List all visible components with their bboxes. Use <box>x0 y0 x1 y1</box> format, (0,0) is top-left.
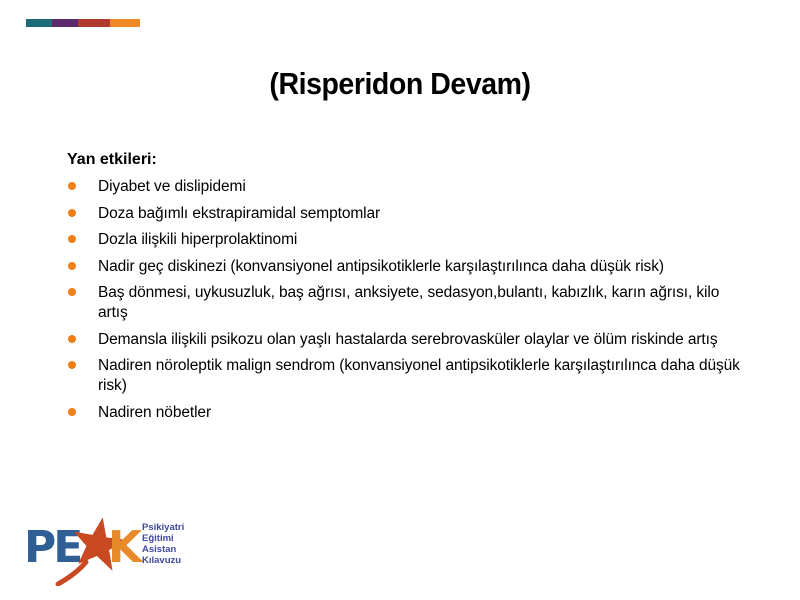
logo-letter-k: K <box>108 522 143 573</box>
logo-text-line-1: Psikiyatri <box>142 522 184 533</box>
color-bar-segment-purple <box>52 19 78 27</box>
bullet-item <box>67 403 747 423</box>
bullet-list <box>67 177 747 423</box>
logo-letters-pe: PE <box>24 522 81 573</box>
slide-title: (Risperidon Devam) <box>269 66 531 101</box>
bullet-text: Nadir geç diskinezi (konvansiyonel antipsikotiklerle karşılaştırılınca daha düşük risk) <box>98 257 664 275</box>
bullet-item <box>67 356 747 396</box>
slide-content <box>67 150 747 429</box>
bullet-item <box>67 283 747 323</box>
bullet-item <box>67 257 747 277</box>
peak-logo <box>24 514 184 586</box>
bullet-text: Baş dönmesi, uykusuzluk, baş ağrısı, anksiyete, sedasyon,bulantı, kabızlık, karın ağrısı, kilo artış <box>98 284 720 321</box>
bullet-dot-icon <box>68 335 76 343</box>
bullet-text: Demansla ilişkili psikozu olan yaşlı hastalarda serebrovasküler olaylar ve ölüm riskinde artış <box>98 330 718 348</box>
bullet-item <box>67 177 747 197</box>
bullet-dot-icon <box>68 209 76 217</box>
bullet-text: Nadiren nöbetler <box>98 403 212 421</box>
bullet-dot-icon <box>68 288 76 296</box>
bullet-dot-icon <box>68 235 76 243</box>
bullet-item <box>67 230 747 250</box>
bullet-text: Dozla ilişkili hiperprolaktinomi <box>98 231 298 248</box>
logo-text-line-3: Asistan <box>142 544 177 555</box>
bullet-item <box>67 330 747 350</box>
color-bar-segment-red <box>78 19 110 27</box>
color-bar-segment-orange <box>110 19 140 27</box>
logo-text-line-2: Eğitimi <box>142 533 174 544</box>
top-color-bar <box>26 19 140 27</box>
bullet-dot-icon <box>68 262 76 270</box>
bullet-item <box>67 204 747 224</box>
bullet-text: Diyabet ve dislipidemi <box>98 178 246 195</box>
logo-text-line-4: Kılavuzu <box>142 555 182 566</box>
bullet-text: Doza bağımlı ekstrapiramidal semptomlar <box>98 204 381 222</box>
bullet-dot-icon <box>68 408 76 416</box>
bullet-dot-icon <box>68 182 76 190</box>
bullet-text: Nadiren nöroleptik malign sendrom (konvansiyonel antipsikotiklerle karşılaştırılınca daha düşük risk) <box>98 357 740 394</box>
color-bar-segment-teal <box>26 19 52 27</box>
section-heading: Yan etkileri: <box>67 151 157 168</box>
bullet-dot-icon <box>68 361 76 369</box>
